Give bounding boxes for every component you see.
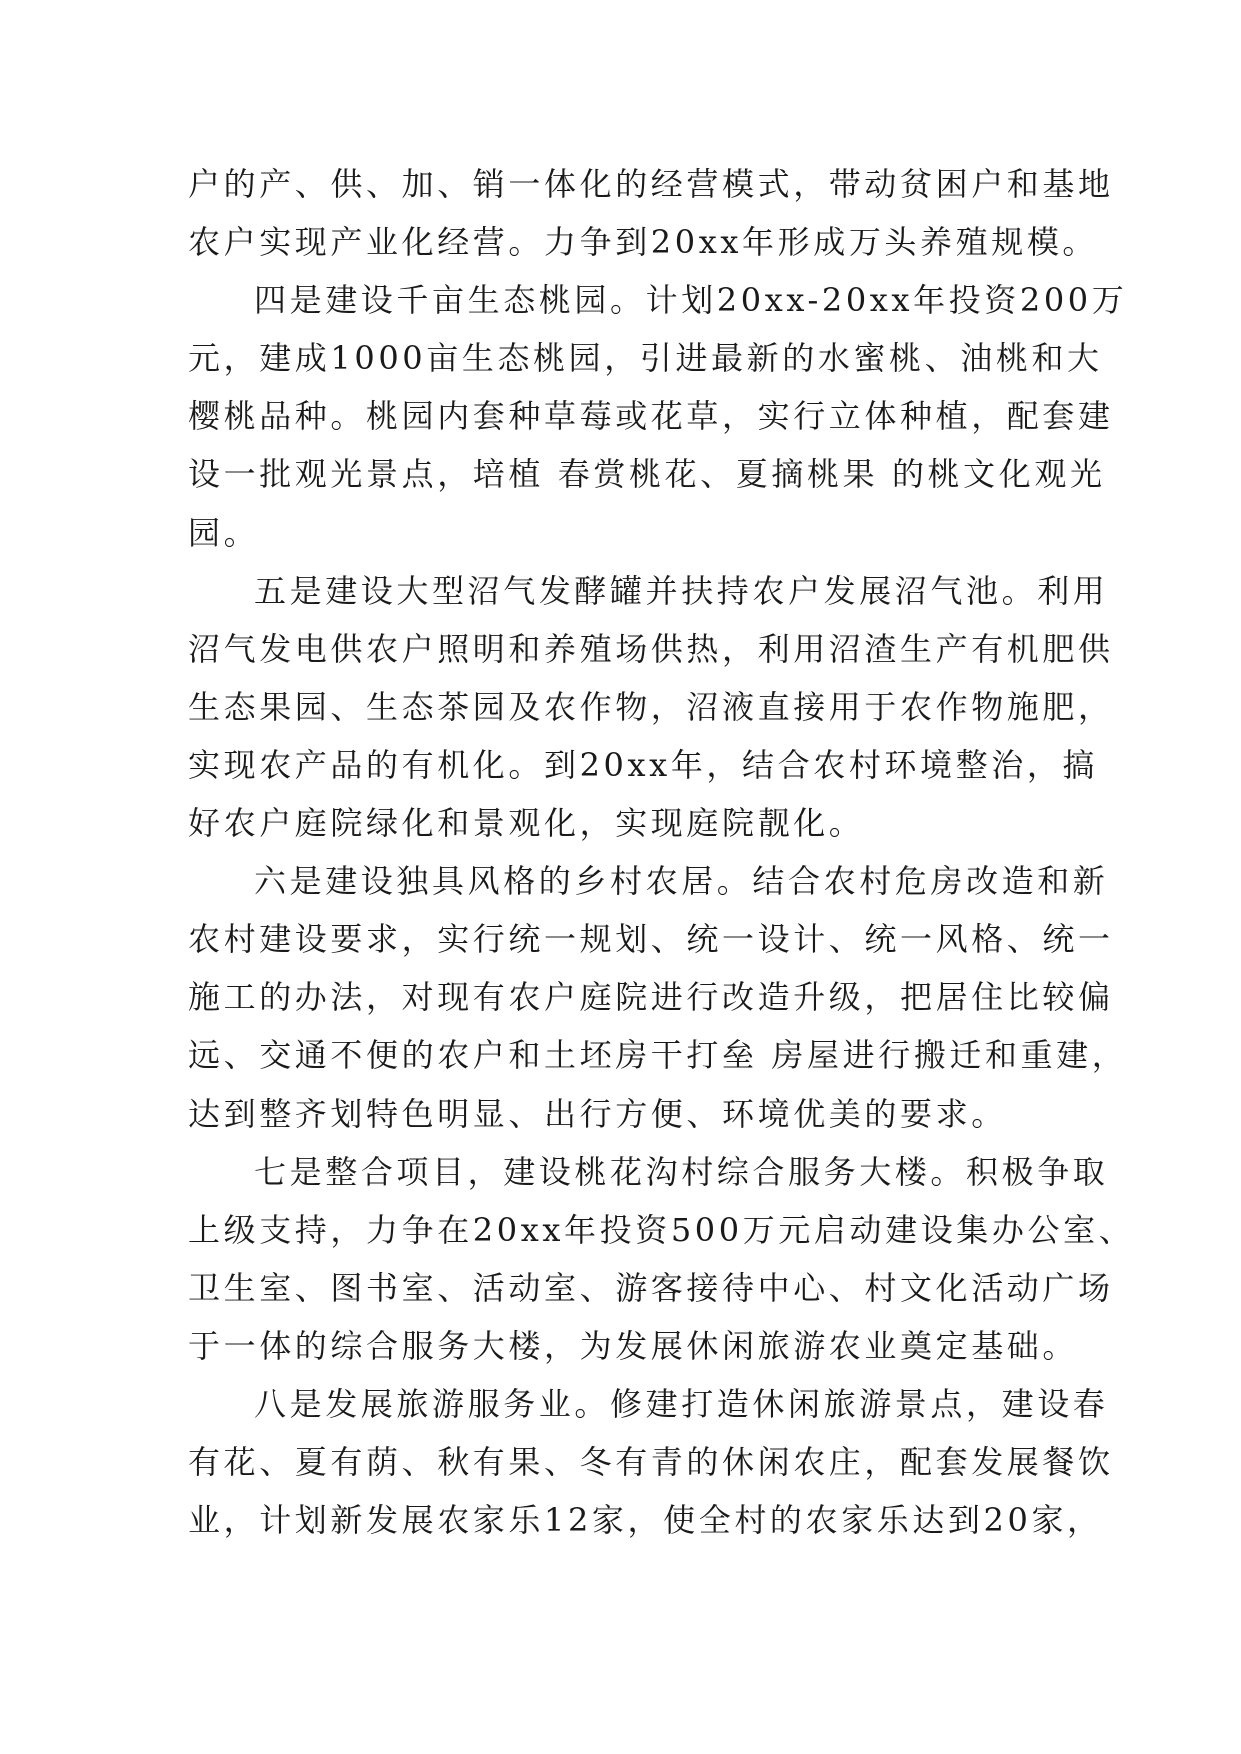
text-line: 上级支持，力争在20xx年投资500万元启动建设集办公室、: [188, 1210, 1135, 1249]
text-line: 达到整齐划特色明显、出行方便、环境优美的要求。: [188, 1094, 1007, 1133]
paragraph-biogas: [188, 562, 1114, 852]
paragraph-service-building: [188, 1143, 1135, 1375]
text-line: 业，计划新发展农家乐12家，使全村的农家乐达到20家，: [188, 1501, 1103, 1540]
text-line: 四是建设千亩生态桃园。计划20xx-20xx年投资200万: [254, 281, 1128, 320]
text-line: 七是整合项目，建设桃花沟村综合服务大楼。积极争取: [254, 1152, 1109, 1191]
paragraph-peach-orchard: [188, 271, 1128, 561]
text-line: 户的产、供、加、销一体化的经营模式，带动贫困户和基地: [188, 165, 1114, 203]
text-line: 园。: [188, 513, 260, 552]
text-line: 八是发展旅游服务业。修建打造休闲旅游景点，建设春: [254, 1384, 1109, 1423]
text-line: 有花、夏有荫、秋有果、冬有青的休闲农庄，配套发展餐饮: [188, 1443, 1114, 1482]
text-line: 卫生室、图书室、活动室、游客接待中心、村文化活动广场: [188, 1268, 1114, 1307]
text-line: 农户实现产业化经营。力争到20xx年形成万头养殖规模。: [188, 223, 1099, 262]
paragraph-rural-housing: [188, 852, 1128, 1142]
text-line: 六是建设独具风格的乡村农居。结合农村危房改造和新: [254, 862, 1109, 901]
text-line: 生态果园、生态茶园及农作物，沼液直接用于农作物施肥，: [188, 687, 1114, 726]
text-line: 沼气发电供农户照明和养殖场供热，利用沼渣生产有机肥供: [188, 629, 1114, 668]
text-line: 施工的办法，对现有农户庭院进行改造升级，把居住比较偏: [188, 978, 1114, 1017]
text-line: 元，建成1000亩生态桃园，引进最新的水蜜桃、油桃和大: [188, 339, 1103, 378]
text-line: 设一批观光景点，培植 春赏桃花、夏摘桃果 的桃文化观光: [188, 455, 1106, 494]
text-line: 远、交通不便的农户和土坯房干打垒 房屋进行搬迁和重建，: [188, 1036, 1128, 1075]
paragraph-tourism: [188, 1375, 1114, 1549]
text-line: 樱桃品种。桃园内套种草莓或花草，实行立体种植，配套建: [188, 397, 1114, 436]
text-line: 农村建设要求，实行统一规划、统一设计、统一风格、统一: [188, 920, 1114, 959]
text-line: 五是建设大型沼气发酵罐并扶持农户发展沼气池。利用: [254, 571, 1109, 610]
paragraph-livestock-continuation: [188, 155, 1114, 271]
text-line: 好农户庭院绿化和景观化，实现庭院靓化。: [188, 804, 865, 843]
document-body: [188, 155, 1135, 1549]
text-line: 于一体的综合服务大楼，为发展休闲旅游农业奠定基础。: [188, 1326, 1079, 1365]
text-line: 实现农产品的有机化。到20xx年，结合农村环境整治，搞: [188, 745, 1099, 784]
